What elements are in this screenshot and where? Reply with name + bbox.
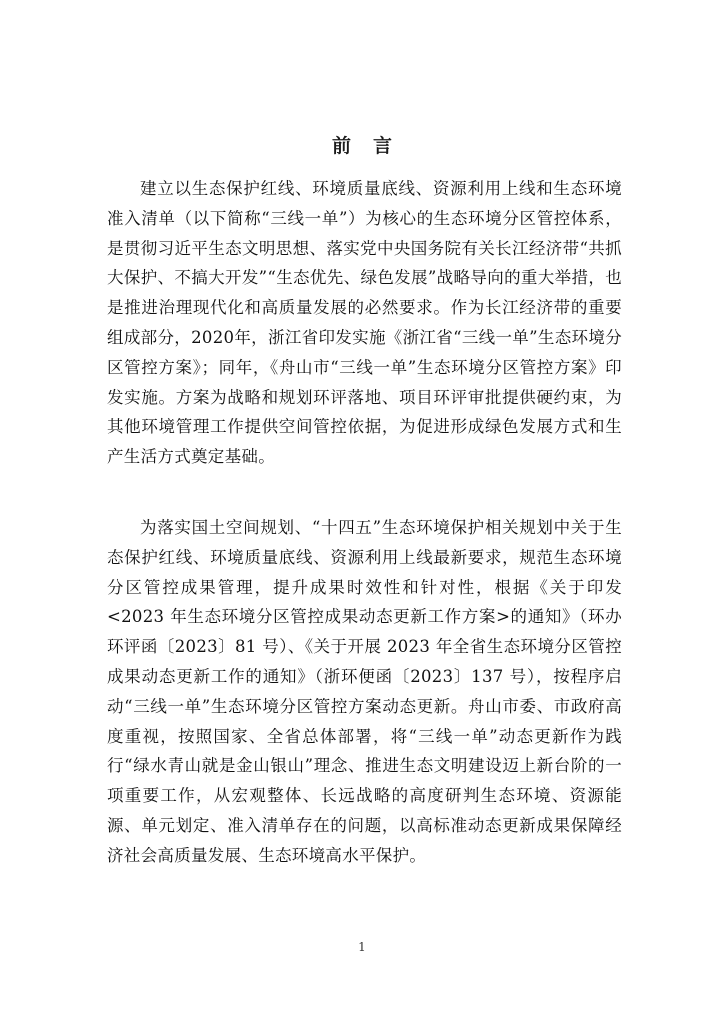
paragraph-update: 为落实国土空间规划、“十四五”生态环境保护相关规划中关于生态保护红线、环境质量底线、资源利用上线最新要求，规范生态环境分区管控成果管理，提升成果时效性和针对性，根据《关于印发<2023 年生态环境分区管控成果动态更新工作方案>的通知》（环办环评函〔2023〕81 号）、《关于开展 2023 年全省生态环境分区管控成果动态更新工作的通知》（浙环便函〔2023〕137 号），按程序启动“三线一单”生态环境分区管控方案动态更新。舟山市委、市政府高度重视，按照国家、全省总体部署，将“三线一单”动态更新作为践行“绿水青山就是金山银山”理念、推进生态文明建设迈上新台阶的一项重要工作，从宏观整体、长远战略的高度研判生态环境、资源能源、单元划定、准入清单存在的问题，以高标准动态更新成果保障经济社会高质量发展、生态环境高水平保护。 xyxy=(107,518,622,865)
paragraph-intro: 建立以生态保护红线、环境质量底线、资源利用上线和生态环境准入清单（以下简称“三线一单”）为核心的生态环境分区管控体系，是贯彻习近平生态文明思想、落实党中央国务院有关长江经济带“共抓大保护、不搞大开发”“生态优先、绿色发展”战略导向的重大举措，也是推进治理现代化和高质量发展的必然要求。作为长江经济带的重要组成部分，2020年，浙江省印发实施《浙江省“三线一单”生态环境分区管控方案》；同年，《舟山市“三线一单”生态环境分区管控方案》印发实施。方案为战略和规划环评落地、项目环评审批提供硬约束，为其他环境管理工作提供空间管控依据，为促进形成绿色发展方式和生产生活方式奠定基础。 xyxy=(107,179,622,467)
page-title: 前言 xyxy=(331,135,414,157)
page-number: 1 xyxy=(358,940,366,954)
